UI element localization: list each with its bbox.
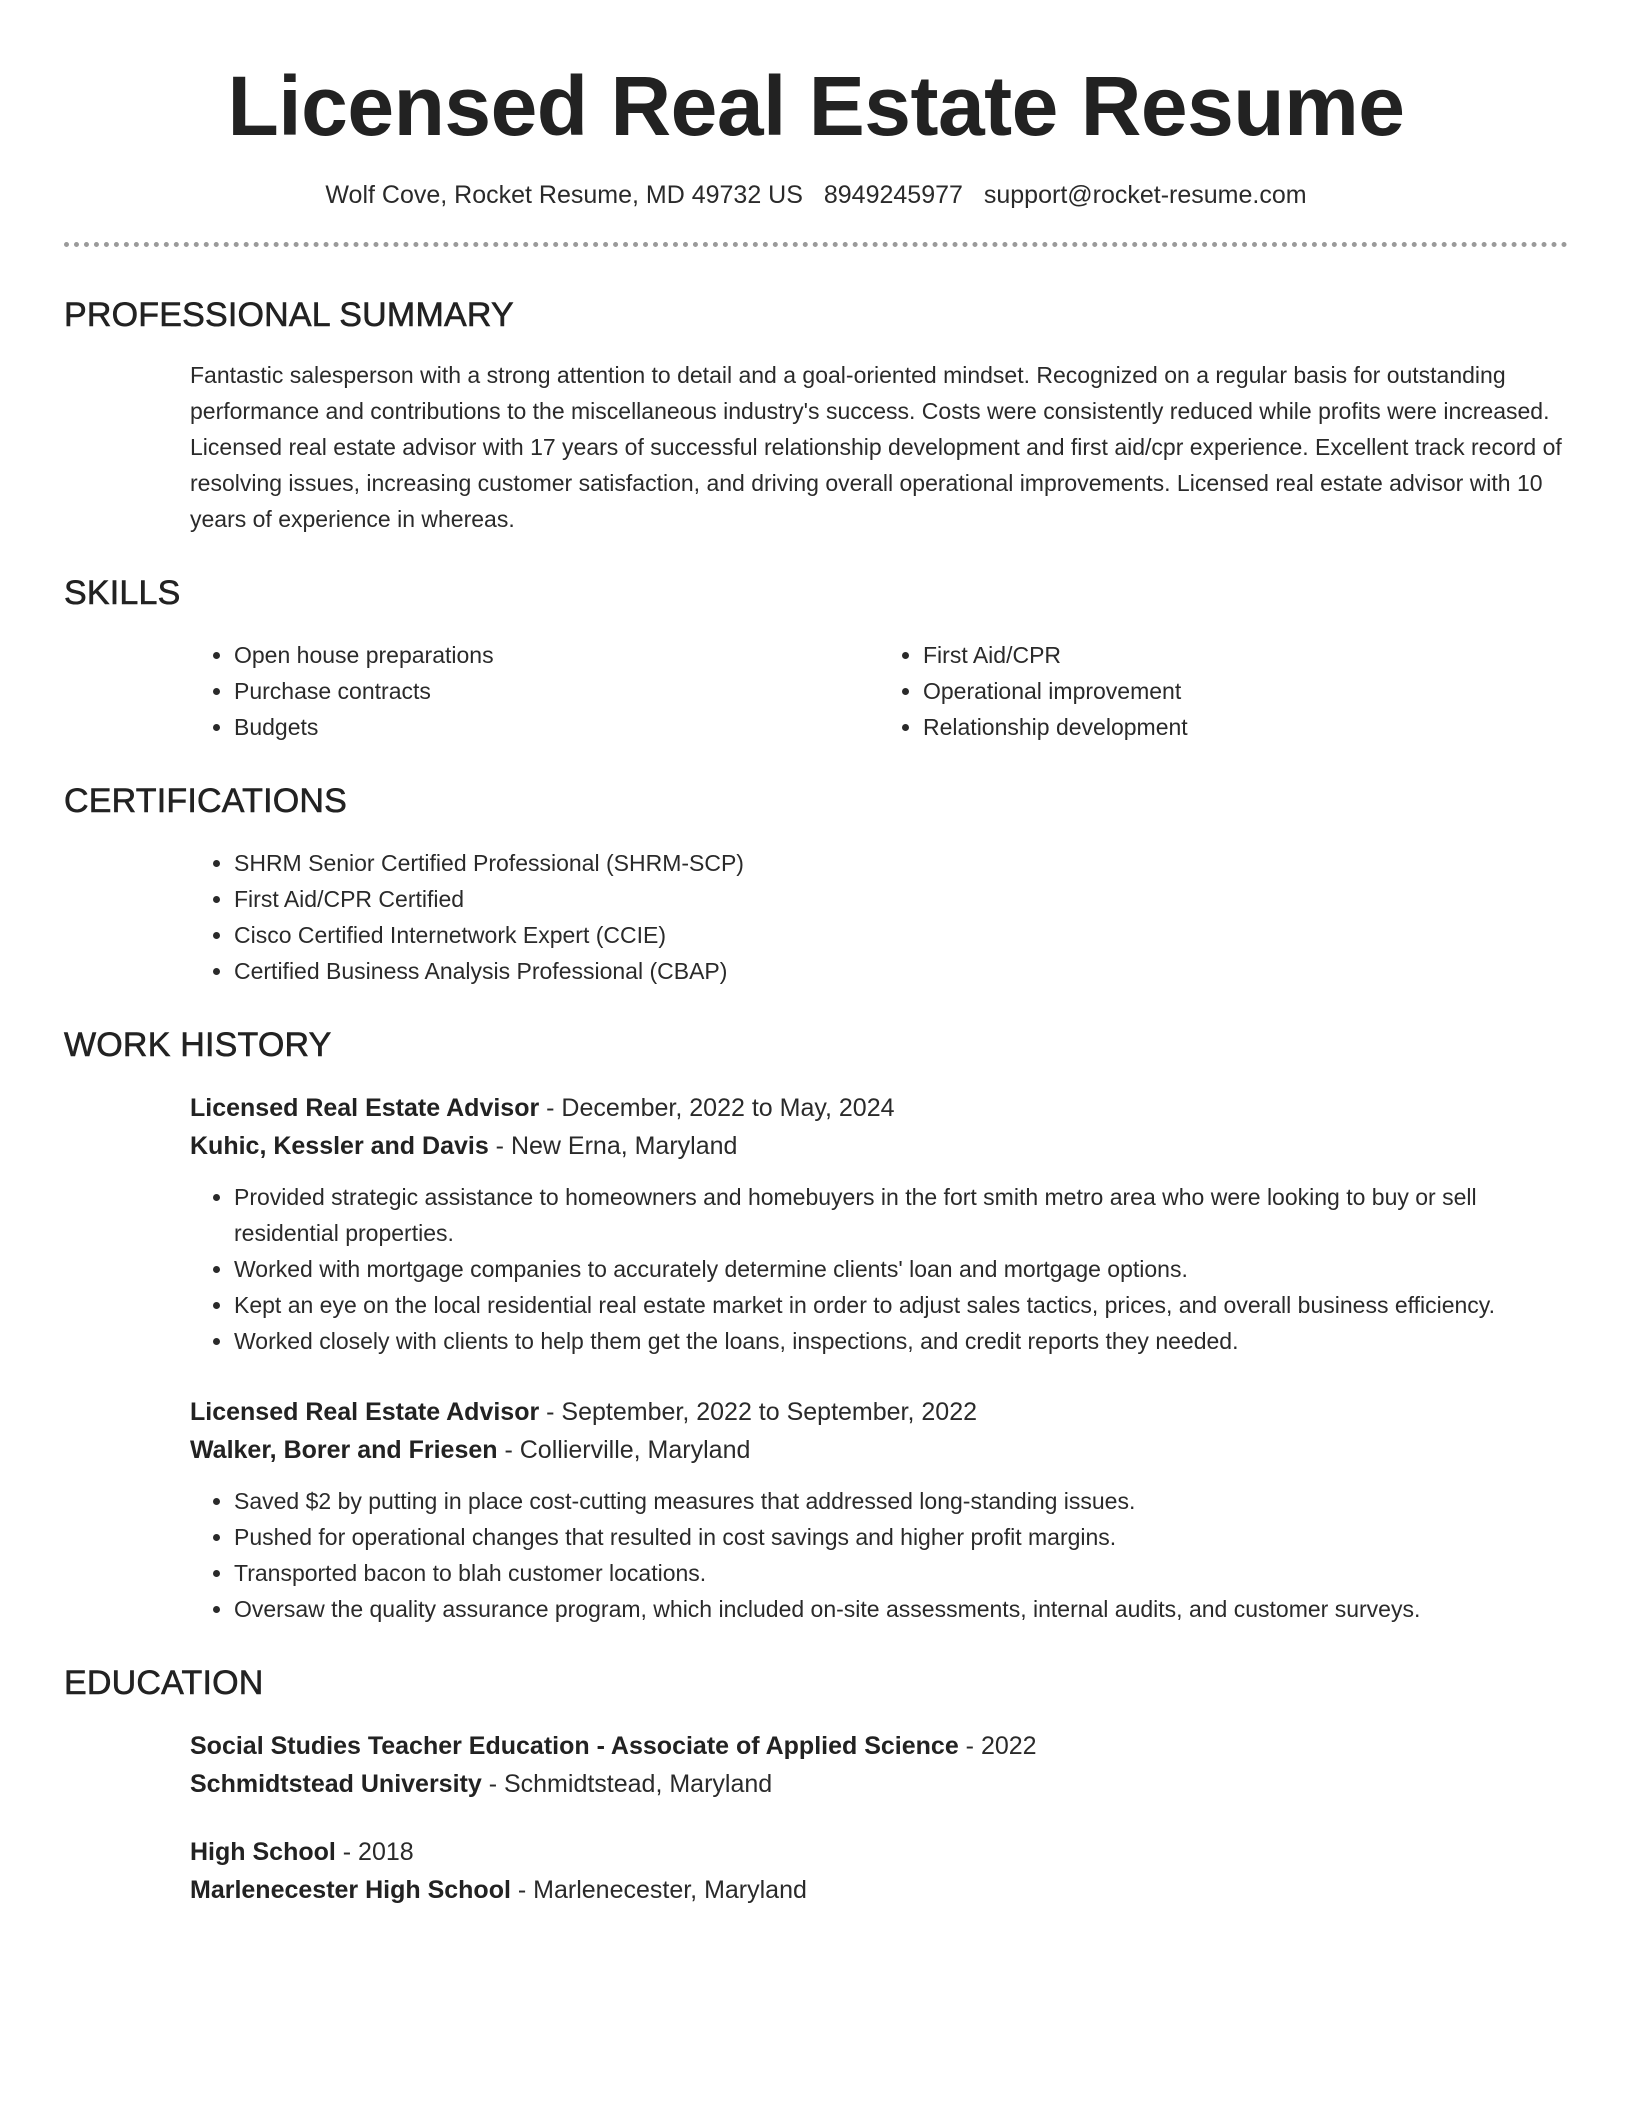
section-heading-skills: SKILLS (64, 574, 181, 612)
skill-item: • Budgets (234, 709, 879, 745)
education-year: - 2018 (335, 1838, 414, 1866)
education-school-line (190, 1871, 1568, 1909)
section-heading-certifications: CERTIFICATIONS (64, 782, 348, 820)
skill-item: • Relationship development (923, 709, 1568, 745)
work-history-section (64, 1025, 1568, 1627)
contact-phone: 8949245977 (823, 181, 963, 209)
certifications-section (64, 781, 1568, 989)
job-title-line (190, 1393, 1568, 1431)
job-dates: - December, 2022 to May, 2024 (539, 1094, 895, 1122)
education-degree: High School (190, 1838, 336, 1866)
education-school-line (190, 1765, 1568, 1803)
job-location: - New Erna, Maryland (488, 1132, 738, 1160)
job-title-line (190, 1089, 1568, 1127)
job-bullet: • Transported bacon to blah customer locations. (234, 1555, 1568, 1591)
job-location: - Collierville, Maryland (497, 1436, 751, 1464)
contact-line (64, 178, 1568, 212)
job-bullets (190, 1179, 1568, 1359)
job-bullets (190, 1483, 1568, 1627)
job-bullet: • Kept an eye on the local residential real estate market in order to adjust sales tactics, prices, and overall business efficiency. (234, 1287, 1568, 1323)
job-bullet: • Pushed for operational changes that resulted in cost savings and higher profit margins. (234, 1519, 1568, 1555)
header-divider (64, 242, 1568, 247)
job-dates: - September, 2022 to September, 2022 (539, 1398, 978, 1426)
job-bullet: • Worked closely with clients to help them get the loans, inspections, and credit reports they needed. (234, 1323, 1568, 1359)
certification-item: • First Aid/CPR Certified (234, 881, 1568, 917)
education-school: Schmidtstead University (190, 1770, 482, 1798)
job-company-line (190, 1431, 1568, 1469)
education-entry (64, 1833, 1568, 1909)
education-degree: Social Studies Teacher Education - Associate of Applied Science (190, 1732, 959, 1760)
summary-text: Fantastic salesperson with a strong attention to detail and a goal-oriented mindset. Recognized on a regular basis for outstanding performance and contributions to the miscellaneous industry's success. Costs were consistently reduced while profits were increased. Licensed real estate advisor with 17 years of successful relationship development and first aid/cpr experience. Excellent track record of resolving issues, increasing customer satisfaction, and driving overall operational improvements. Licensed real estate advisor with 10 years of experience in whereas. (190, 362, 1562, 532)
job-company-line (190, 1127, 1568, 1165)
skills-left-list (190, 637, 879, 745)
job-company: Kuhic, Kessler and Davis (190, 1132, 489, 1160)
section-heading-summary: PROFESSIONAL SUMMARY (64, 296, 514, 334)
skill-item: • Purchase contracts (234, 673, 879, 709)
section-heading-education: EDUCATION (64, 1664, 264, 1702)
education-year: - 2022 (958, 1732, 1037, 1760)
education-school: Marlenecester High School (190, 1876, 511, 1904)
skill-item: • First Aid/CPR (923, 637, 1568, 673)
certifications-block (64, 845, 1568, 989)
skills-section (64, 573, 1568, 745)
education-degree-line (190, 1833, 1568, 1871)
skills-columns (64, 637, 1568, 745)
job-company: Walker, Borer and Friesen (190, 1436, 498, 1464)
job-bullet: • Worked with mortgage companies to accurately determine clients' loan and mortgage options. (234, 1251, 1568, 1287)
education-location: - Schmidtstead, Maryland (481, 1770, 773, 1798)
skill-item: • Operational improvement (923, 673, 1568, 709)
job-entry (64, 1089, 1568, 1359)
section-heading-work-history: WORK HISTORY (64, 1026, 332, 1064)
resume-title: Licensed Real Estate Resume (227, 59, 1405, 153)
certification-item: • Certified Business Analysis Professional (CBAP) (234, 953, 1568, 989)
job-entry (64, 1393, 1568, 1627)
education-entry (64, 1727, 1568, 1803)
summary-section (64, 295, 1568, 537)
skill-item: • Open house preparations (234, 637, 879, 673)
contact-address: Wolf Cove, Rocket Resume, MD 49732 US (325, 181, 803, 209)
contact-email: support@rocket-resume.com (983, 181, 1307, 209)
job-bullet: • Saved $2 by putting in place cost-cutting measures that addressed long-standing issues. (234, 1483, 1568, 1519)
education-location: - Marlenecester, Maryland (510, 1876, 807, 1904)
certification-item: • Cisco Certified Internetwork Expert (CCIE) (234, 917, 1568, 953)
job-bullet: • Provided strategic assistance to homeowners and homebuyers in the fort smith metro area who were looking to buy or sell residential properties. (234, 1179, 1568, 1251)
education-section (64, 1663, 1568, 1909)
skills-right-list (879, 637, 1568, 745)
education-degree-line (190, 1727, 1568, 1765)
job-title: Licensed Real Estate Advisor (190, 1398, 540, 1426)
job-title: Licensed Real Estate Advisor (190, 1094, 540, 1122)
job-bullet: • Oversaw the quality assurance program, which included on-site assessments, internal audits, and customer surveys. (234, 1591, 1568, 1627)
certifications-list (190, 845, 1568, 989)
certification-item: • SHRM Senior Certified Professional (SHRM-SCP) (234, 845, 1568, 881)
